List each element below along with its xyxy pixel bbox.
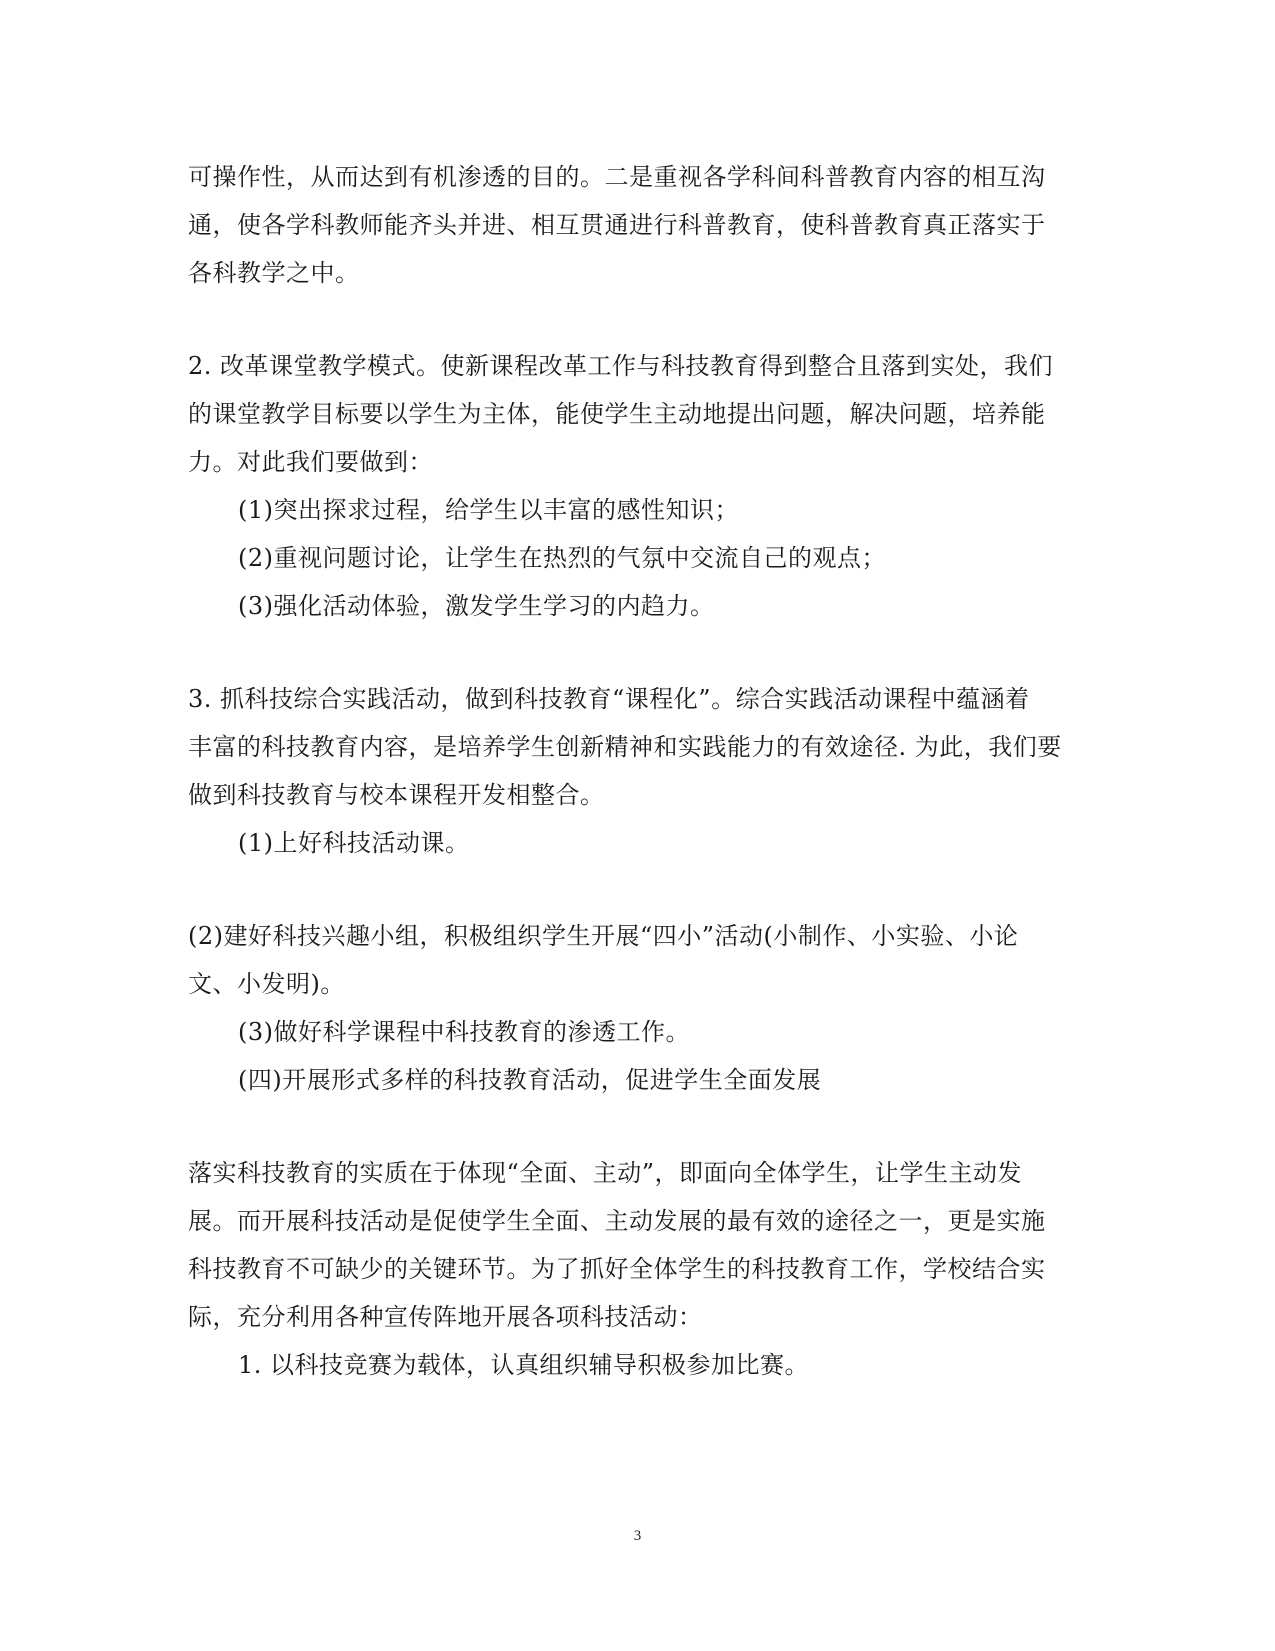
list-item: (3)强化活动体验，激发学生学习的内趋力。 (238, 592, 715, 620)
list-item: (2)重视问题讨论，让学生在热烈的气氛中交流自己的观点； (238, 544, 886, 572)
paragraph-line: 通，使各学科教师能齐头并进、相互贯通进行科普教育，使科普教育真正落实于 (188, 211, 1046, 239)
paragraph-line: 各科教学之中。 (188, 259, 360, 287)
paragraph-line: (2)建好科技兴趣小组，积极组织学生开展“四小”活动(小制作、小实验、小论 (188, 922, 1019, 950)
paragraph-line: 际，充分利用各种宣传阵地开展各项科技活动： (188, 1303, 703, 1331)
paragraph-line: 落实科技教育的实质在于体现“全面、主动”，即面向全体学生，让学生主动发 (188, 1159, 1023, 1187)
paragraph-line: 展。而开展科技活动是促使学生全面、主动发展的最有效的途径之一，更是实施 (188, 1207, 1046, 1235)
paragraph-line: 2. 改革课堂教学模式。使新课程改革工作与科技教育得到整合且落到实处，我们 (188, 352, 1054, 380)
paragraph-line: 做到科技教育与校本课程开发相整合。 (188, 781, 605, 809)
paragraph-line: 可操作性，从而达到有机渗透的目的。二是重视各学科间科普教育内容的相互沟 (188, 163, 1046, 191)
paragraph-line: 科技教育不可缺少的关键环节。为了抓好全体学生的科技教育工作，学校结合实 (188, 1255, 1046, 1283)
paragraph-line: 丰富的科技教育内容，是培养学生创新精神和实践能力的有效途径. 为此，我们要 (188, 733, 1062, 761)
list-item: 1. 以科技竞赛为载体，认真组织辅导积极参加比赛。 (238, 1351, 810, 1379)
list-item: (1)突出探求过程，给学生以丰富的感性知识； (238, 496, 739, 524)
list-item: (1)上好科技活动课。 (238, 829, 470, 857)
paragraph-line: 3. 抓科技综合实践活动，做到科技教育“课程化”。综合实践活动课程中蕴涵着 (188, 685, 1030, 713)
paragraph-line: 的课堂教学目标要以学生为主体，能使学生主动地提出问题，解决问题，培养能 (188, 400, 1046, 428)
paragraph-line: 力。对此我们要做到： (188, 448, 433, 476)
list-item: (3)做好科学课程中科技教育的渗透工作。 (238, 1018, 690, 1046)
section-heading: (四)开展形式多样的科技教育活动，促进学生全面发展 (238, 1066, 822, 1094)
page-number: 3 (633, 1528, 642, 1544)
paragraph-line: 文、小发明)。 (188, 970, 345, 998)
